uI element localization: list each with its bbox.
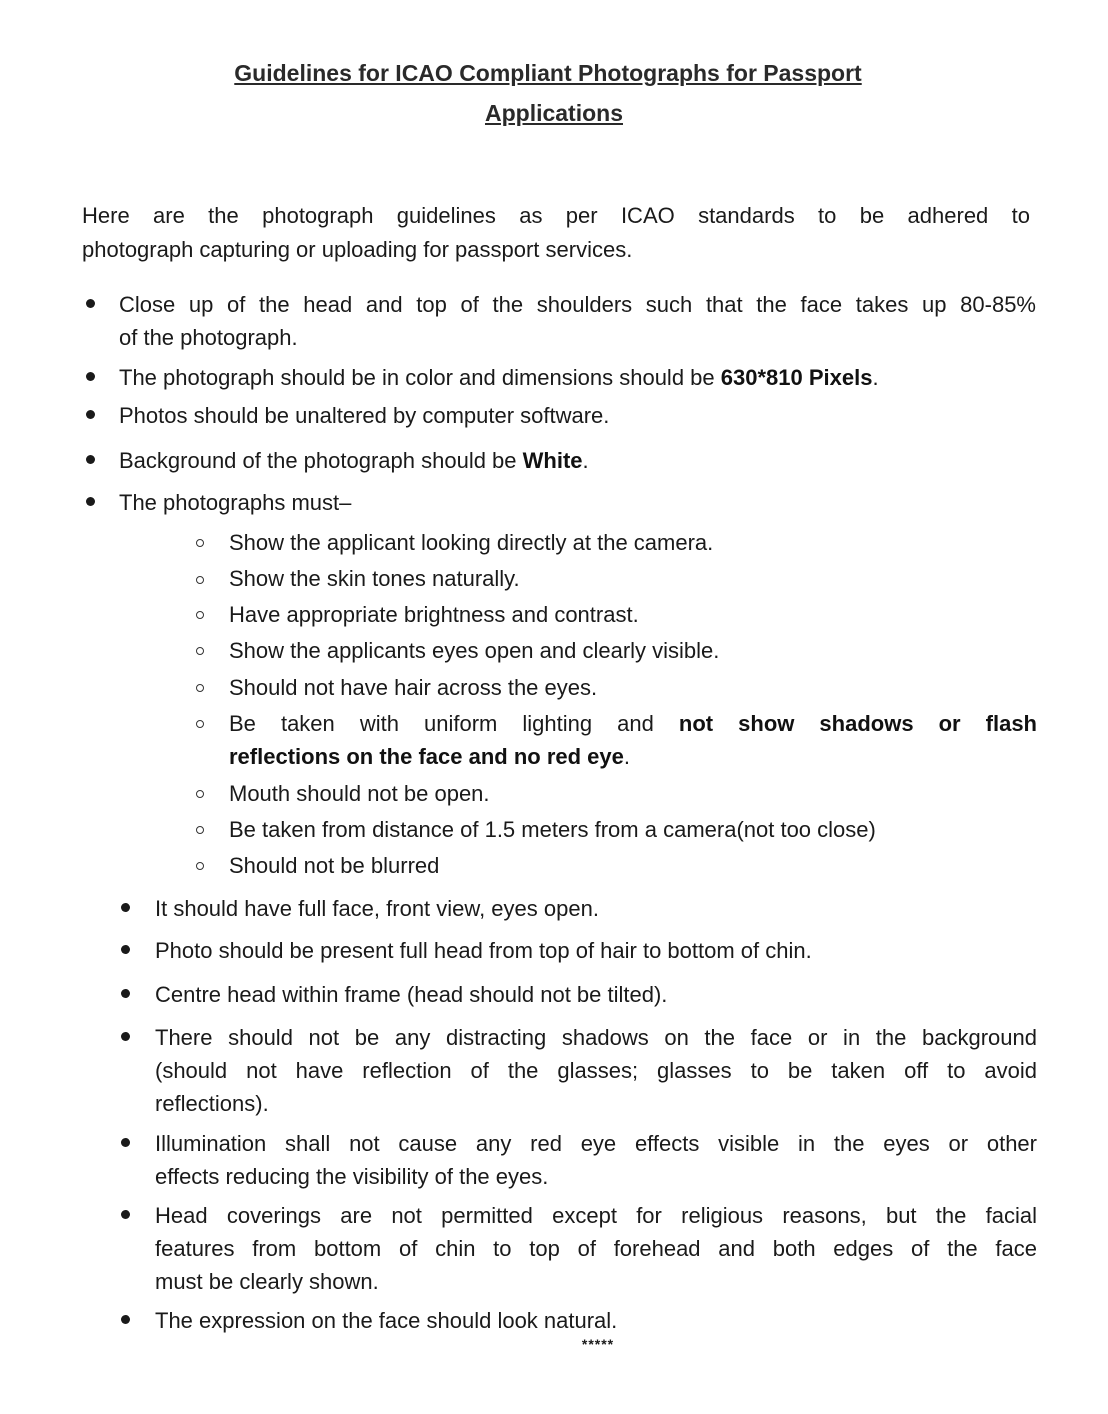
bullet-icon — [121, 1138, 130, 1147]
bullet-icon — [121, 1032, 130, 1041]
bullet-icon — [86, 372, 95, 381]
bullet-icon — [121, 1210, 130, 1219]
more-item-6-line-3: must be clearly shown. — [155, 1269, 379, 1294]
bullet-icon — [121, 945, 130, 954]
more-item-4-line-2: (should not have reflection of the glasses; glasses to be taken off to avoid — [155, 1058, 1037, 1083]
more-item-7: The expression on the face should look natural. — [155, 1308, 618, 1333]
intro-line-1: Here are the photograph guidelines as per ICAO standards to be adhered to — [82, 203, 1030, 228]
more-item-6-line-2: features from bottom of chin to top of forehead and both edges of the face — [155, 1236, 1037, 1261]
sub-item-9: Should not be blurred — [229, 853, 440, 878]
more-item-3: Centre head within frame (head should not be tilted). — [155, 982, 668, 1007]
sub-item-2: Show the skin tones naturally. — [229, 566, 520, 591]
bullet-icon — [86, 455, 95, 464]
bullet-icon — [121, 903, 130, 912]
more-item-6-line-1: Head coverings are not permitted except for religious reasons, but the facial — [155, 1203, 1037, 1228]
more-item-2: Photo should be present full head from top of hair to bottom of chin. — [155, 938, 812, 963]
bullet-2 — [119, 361, 879, 394]
sub-bullet-icon — [196, 539, 204, 547]
more-item-5-line-1: Illumination shall not cause any red eye effects visible in the eyes or other — [155, 1131, 1037, 1156]
sub-item-5: Should not have hair across the eyes. — [229, 675, 598, 700]
sub-bullet-icon — [196, 647, 204, 655]
intro-paragraph — [82, 199, 1030, 267]
bullet-4-text: Background of the photograph should be — [119, 448, 523, 473]
sub-bullet-icon — [196, 684, 204, 692]
bullet-2-end: . — [872, 365, 879, 390]
sub-item-7: Mouth should not be open. — [229, 781, 490, 806]
bullet-icon — [86, 497, 95, 506]
bullet-3: Photos should be unaltered by computer software. — [119, 403, 610, 428]
sub-bullet-icon — [196, 862, 204, 870]
sub-item-6-line-2 — [229, 740, 630, 773]
sub-item-6-bold-1: not show shadows or flash — [678, 711, 1037, 736]
sub-item-6-text: Be taken with uniform lighting and — [229, 711, 679, 736]
sub-item-1: Show the applicant looking directly at the camera. — [229, 530, 714, 555]
sub-item-4: Show the applicants eyes open and clearly visible. — [229, 638, 720, 663]
sub-item-6-end: . — [623, 744, 631, 769]
sub-bullet-icon — [196, 720, 204, 728]
bullet-1-line-2: of the photograph. — [119, 325, 298, 350]
sub-item-3: Have appropriate brightness and contrast. — [229, 602, 639, 627]
bullet-icon — [121, 1315, 130, 1324]
sub-bullet-icon — [196, 826, 204, 834]
bullet-icon — [86, 299, 95, 308]
document-title-line-2: Applications — [484, 100, 623, 126]
bullet-1-line-1: Close up of the head and top of the shoulders such that the face takes up 80-85% — [119, 292, 1036, 317]
more-item-4-line-3: reflections). — [155, 1091, 269, 1116]
bullet-2-text: The photograph should be in color and dimensions should be — [119, 365, 721, 390]
bullet-icon — [121, 989, 130, 998]
intro-line-2: photograph capturing or uploading for passport services. — [82, 237, 633, 262]
bullet-5: The photographs must– — [119, 490, 352, 515]
bullet-4-bold: White — [522, 448, 583, 473]
sub-item-6-line-1 — [229, 707, 1037, 740]
sub-bullet-icon — [196, 611, 204, 619]
more-item-5-line-2: effects reducing the visibility of the eyes. — [155, 1164, 549, 1189]
bullet-icon — [86, 410, 95, 419]
sub-item-8: Be taken from distance of 1.5 meters from a camera(not too close) — [229, 817, 876, 842]
document-title-line-1: Guidelines for ICAO Compliant Photographs for Passport — [234, 60, 862, 86]
more-item-1: It should have full face, front view, eyes open. — [155, 896, 599, 921]
sub-item-6-bold-2: reflections on the face and no red eye — [229, 744, 624, 769]
bullet-4 — [119, 444, 589, 477]
bullet-2-bold: 630*810 Pixels — [720, 365, 873, 390]
sub-bullet-icon — [196, 790, 204, 798]
bullet-4-end: . — [582, 448, 589, 473]
more-item-4-line-1: There should not be any distracting shadows on the face or in the background — [155, 1025, 1037, 1050]
sub-bullet-icon — [196, 576, 204, 584]
end-mark: ***** — [581, 1336, 615, 1352]
